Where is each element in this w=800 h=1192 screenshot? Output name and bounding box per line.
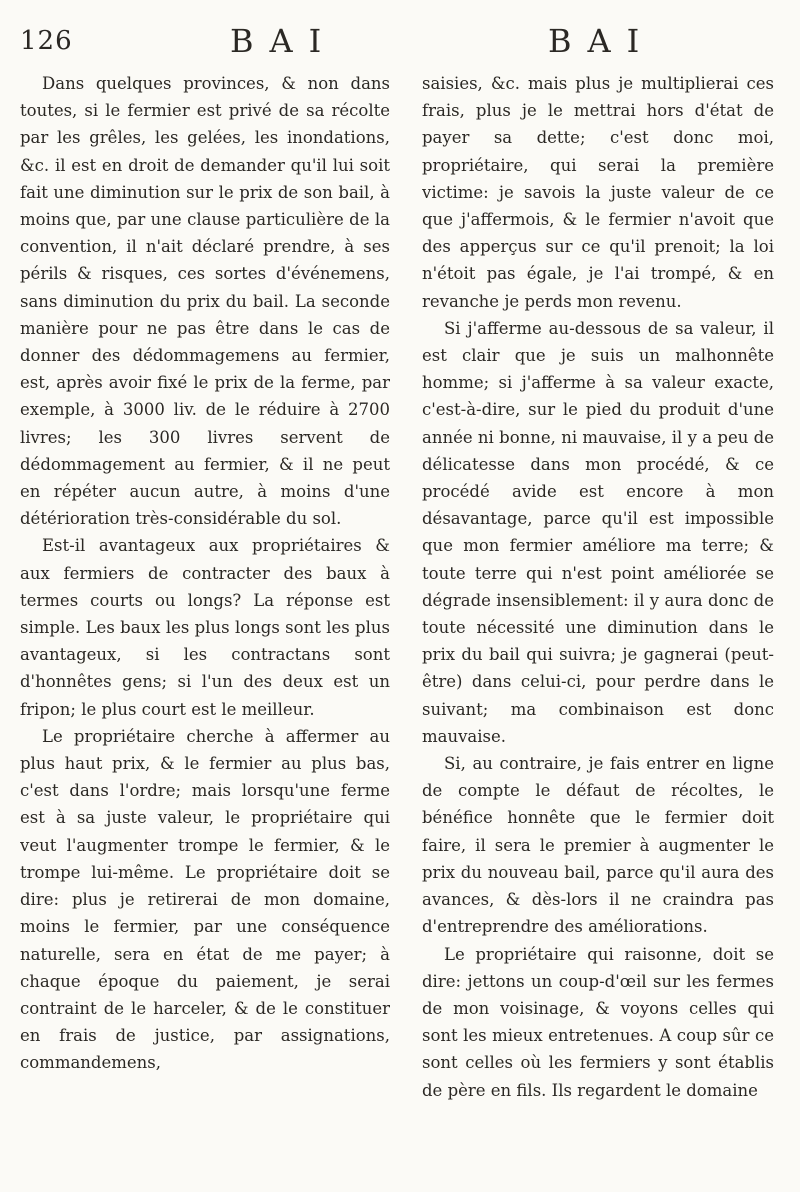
paragraph: Dans quelques provinces, & non dans toutes, si le fermier est privé de sa récolte par les grêles, les gelées, les inondations, &c. il est en droit de demander qu'il lui soit fait une diminution sur le prix de son bail, à moins que, par une clause particulière de la convention, il n'ait déclaré prendre, à ses périls & risques, ces sortes d'événemens, sans diminution du prix du bail. La seconde manière pour ne pas être dans le cas de donner des dédommagemens au fermier, est, après avoir fixé le prix de la ferme, par exemple, à 3000 liv. de le réduire à 2700 livres; les 300 livres servent de dédommagement au fermier, & il ne peut en répéter aucun autre, à moins d'une détérioration très-considérable du sol. bbox=[20, 74, 390, 529]
running-head-right: BAI bbox=[548, 22, 656, 60]
running-head-left: BAI bbox=[230, 22, 338, 60]
paragraph: Le propriétaire cherche à affermer au plus haut prix, & le fermier au plus bas, c'est dans l'ordre; mais lorsqu'une ferme est à sa juste valeur, le propriétaire qui veut l'augmenter trompe le fermier, & le trompe lui-même. Le propriétaire doit se dire: plus je retirerai de mon domaine, moins le fermier, par une conséquence naturelle, sera en état de me payer; à chaque époque du paiement, je serai contraint de le harceler, & de le constituer en frais de justice, par assignations, commandemens, bbox=[20, 726, 390, 1073]
paragraph: Si j'afferme au-dessous de sa valeur, il est clair que je suis un malhonnête homme; si j'afferme à sa valeur exacte, c'est-à-dire, sur le pied du produit d'une année ni bonne, ni mauvaise, il y a peu de délicatesse dans mon procédé, & ce procédé avide est encore à mon désavantage, parce qu'il est impossible que mon fermier améliore ma terre; & toute terre qui n'est point améliorée se dégrade insensiblement: il y aura donc de toute nécessité une diminution dans le prix du bail qui suivra; je gagnerai (peut-être) dans celui-ci, pour perdre dans le suivant; ma combinaison est donc mauvaise. bbox=[422, 318, 774, 746]
paragraph: Le propriétaire qui raisonne, doit se dire: jettons un coup-d'œil sur les fermes de mon voisinage, & voyons celles qui sont les mieux entretenues. A coup sûr ce sont celles où les fermiers y sont établis de père en fils. Ils regardent le domaine bbox=[422, 944, 774, 1100]
paragraph: Si, au contraire, je fais entrer en ligne de compte le défaut de récoltes, le bénéfice honnête que le fermier doit faire, il sera le premier à augmenter le prix du nouveau bail, parce qu'il aura des avances, & dès-lors il ne craindra pas d'entreprendre des améliorations. bbox=[422, 754, 774, 937]
paragraph: saisies, &c. mais plus je multiplierai ces frais, plus je le mettrai hors d'état de payer sa dette; c'est donc moi, propriétaire, qui serai la première victime: je savois la juste valeur de ce que j'affermois, & le fermier n'avoit que des apperçus sur ce qu'il prenoit; la loi n'étoit pas égale, je l'ai trompé, & en revanche je perds mon revenu. bbox=[422, 74, 774, 311]
page-number: 126 bbox=[20, 26, 73, 56]
right-column bbox=[422, 70, 774, 1180]
paragraph: Est-il avantageux aux propriétaires & aux fermiers de contracter des baux à termes courts ou longs? La réponse est simple. Les baux les plus longs sont les plus avantageux, si les contractans sont d'honnêtes gens; si l'un des deux est un fripon; le plus court est le meilleur. bbox=[20, 536, 390, 719]
left-column bbox=[20, 70, 390, 1180]
page-header bbox=[0, 18, 800, 68]
